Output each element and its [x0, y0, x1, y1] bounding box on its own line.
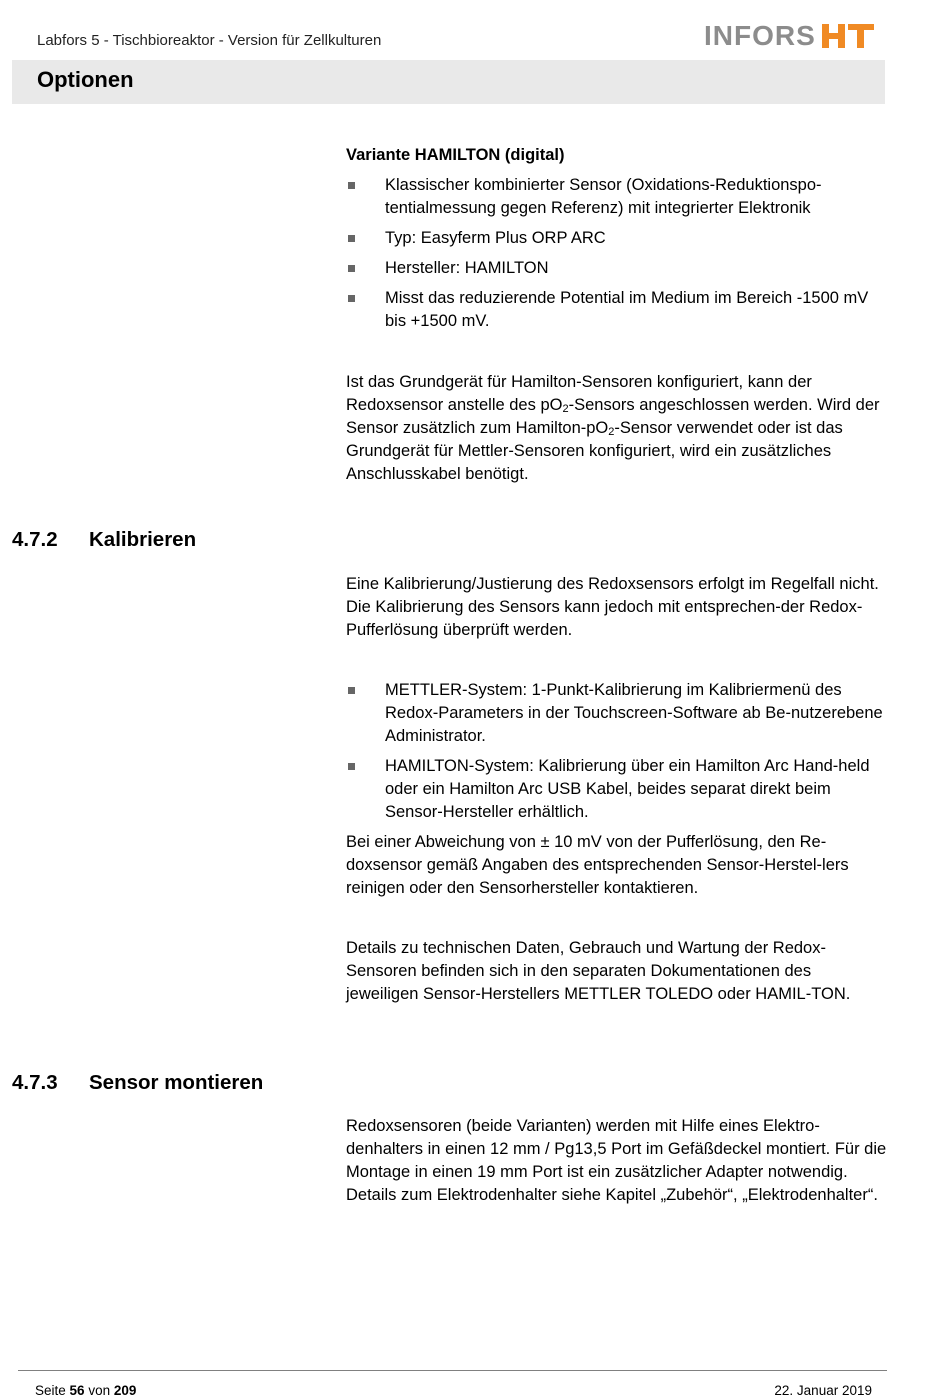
hamilton-config-text: Ist das Grundgerät für Hamilton-Sensoren konfiguriert, kann der Redoxsensor anstelle des $pO_2$-Sensors angeschlossen werden. Wird der Sensor zusätzlich zum Hamilton-$pO_2$-Sensor verwendet oder ist das Grundgerät für Mettler-Sensoren konfiguriert, wird ein zusätzliches Anschlusskabel benötigt.	[346, 373, 880, 483]
section-number-473: 4.7.3	[12, 1071, 58, 1094]
page-number: Seite 56 von 209	[35, 1383, 137, 1398]
details-text: Details zu technischen Daten, Gebrauch und Wartung der Redox-Sensoren befinden sich in den separaten Dokumentationen des jeweiligen Sensor-Herstellers METTLER TOLEDO oder HAMIL-TON.	[346, 939, 851, 1003]
mounting-block	[346, 1115, 888, 1207]
section-title-kalibrieren: Kalibrieren	[89, 528, 197, 551]
hamilton-paragraph	[346, 371, 888, 486]
infors-ht-logo	[704, 20, 876, 52]
list-item: HAMILTON-System: Kalibrierung über ein Hamilton Arc Hand-held oder ein Hamilton Arc USB Kabel, beides separat direkt beim Sensor-Hersteller erhältlich.	[346, 755, 888, 824]
section-number-472: 4.7.2	[12, 528, 58, 551]
document-title: Labfors 5 - Tischbioreaktor - Version für Zellkulturen	[37, 32, 382, 49]
section-band-title: Optionen	[37, 67, 134, 92]
list-item: Typ: Easyferm Plus ORP ARC	[346, 227, 888, 250]
details-block	[346, 937, 888, 1006]
list-item: Klassischer kombinierter Sensor (Oxidations-Reduktionspo-tentialmessung gegen Referenz) mit integrierter Elektronik	[346, 174, 888, 220]
section-title-sensor-montieren: Sensor montieren	[89, 1071, 264, 1094]
deviation-text: Bei einer Abweichung von ± 10 mV von der Pufferlösung, den Re-doxsensor gemäß Angaben des entsprechenden Sensor-Herstel-lers reinigen oder den Sensorhersteller kontaktieren.	[346, 833, 849, 897]
logo-wordmark: INFORS	[704, 20, 816, 51]
section-band	[12, 60, 885, 104]
calibration-block	[346, 679, 888, 900]
logo-ht-mark	[822, 22, 876, 50]
list-item: Misst das reduzierende Potential im Medium im Bereich -1500 mV bis +1500 mV.	[346, 287, 888, 333]
hamilton-heading: Variante HAMILTON (digital)	[346, 146, 565, 164]
calibration-intro	[346, 573, 888, 642]
list-item: Hersteller: HAMILTON	[346, 257, 888, 280]
footer-date: 22. Januar 2019	[774, 1383, 872, 1398]
mounting-text: Redoxsensoren (beide Varianten) werden mit Hilfe eines Elektro-denhalters in einen 12 mm / Pg13,5 Port im Gefäßdeckel montiert. Für die Montage in einen 19 mm Port ist ein zusätzlicher Adapter notwendig. Details zum Elektrodenhalter siehe Kapitel „Zubehör“, „Elektrodenhalter“.	[346, 1117, 887, 1204]
hamilton-block	[346, 144, 888, 333]
calibration-intro-text: Eine Kalibrierung/Justierung des Redoxsensors erfolgt im Regelfall nicht. Die Kalibrierung des Sensors kann jedoch mit entsprechen-der Redox-Pufferlösung überprüft werden.	[346, 575, 879, 639]
ht-mark-icon	[822, 22, 876, 50]
footer-divider	[18, 1370, 887, 1371]
list-item: METTLER-System: 1-Punkt-Kalibrierung im Kalibriermenü des Redox-Parameters in der Touchscreen-Software ab Be-nutzerebene Administrator.	[346, 679, 888, 748]
